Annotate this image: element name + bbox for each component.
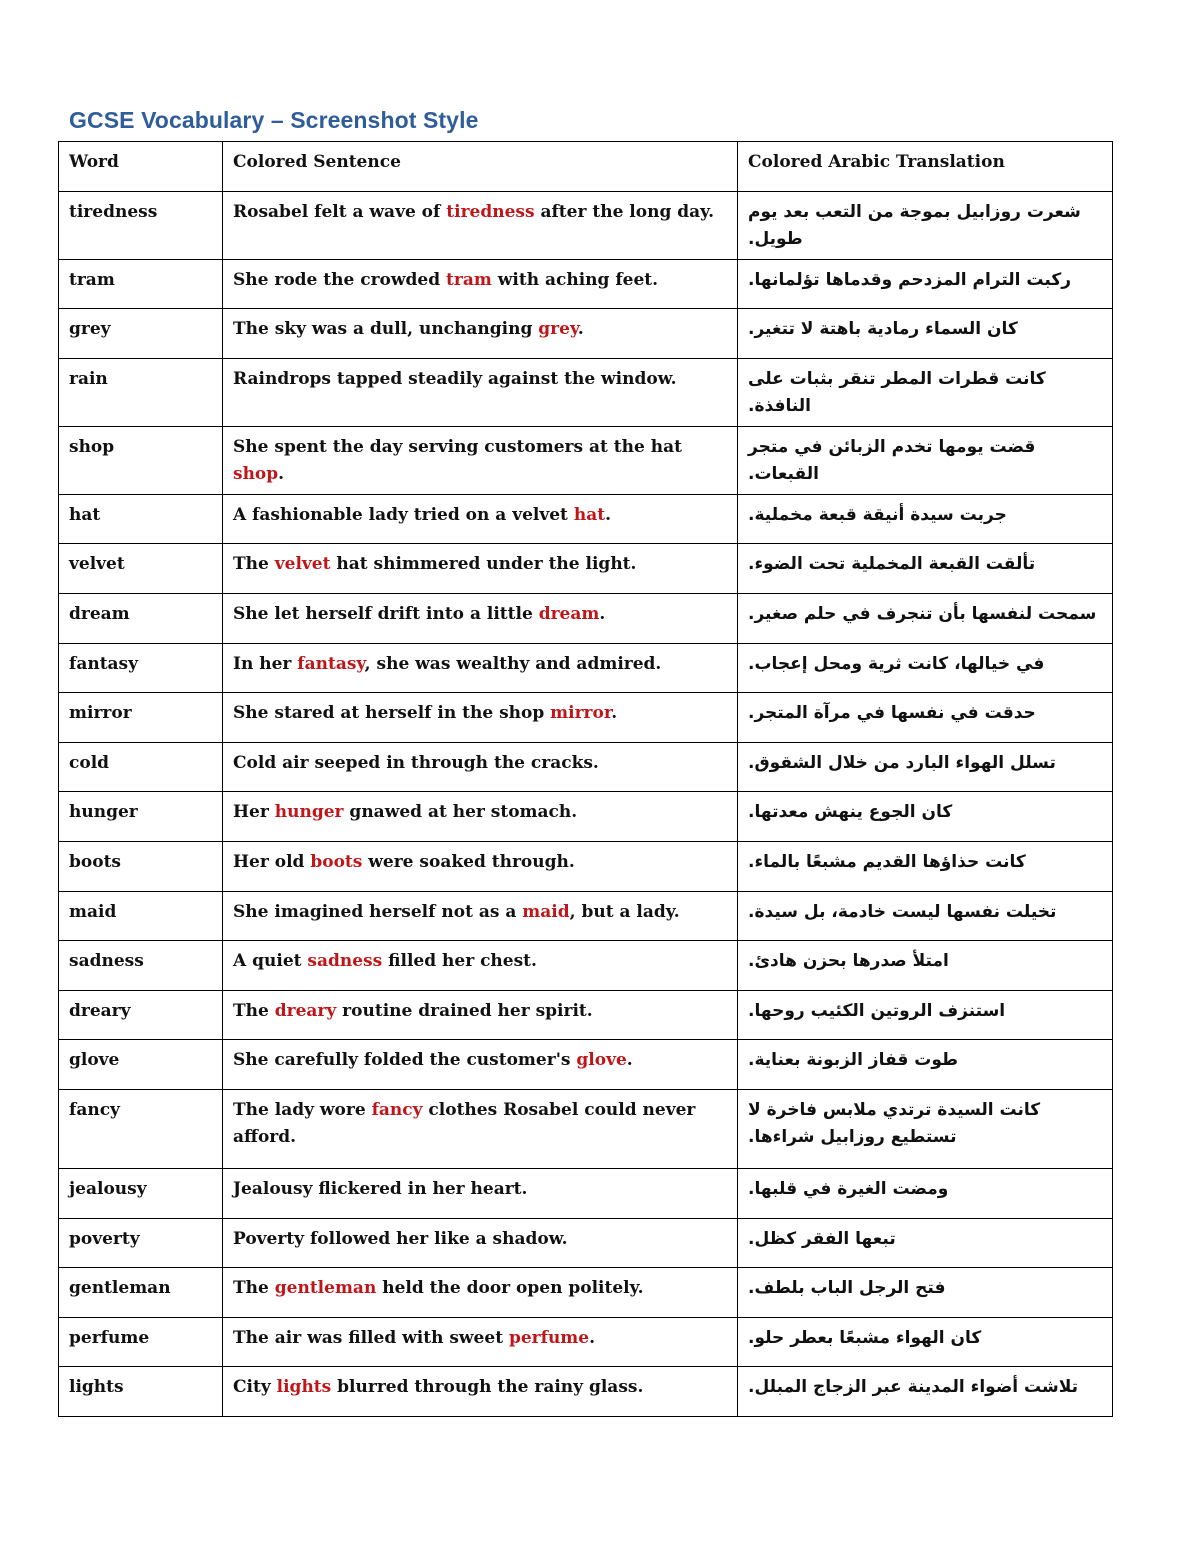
arabic-translation: كانت حذاؤها القديم مشبعًا بالماء. — [738, 841, 1113, 891]
table-row — [59, 643, 1113, 693]
sentence-text-after: blurred through the rainy glass. — [331, 1377, 644, 1398]
arabic-translation: ومضت الغيرة في قلبها. — [738, 1168, 1113, 1218]
table-row — [59, 1268, 1113, 1318]
arabic-translation: جربت سيدة أنيقة قبعة مخملية. — [738, 494, 1113, 544]
arabic-translation: شعرت روزابيل بموجة من التعب بعد يوم طويل. — [738, 191, 1113, 259]
sentence-text-after: were soaked through. — [362, 851, 575, 872]
sentence-text-after: with aching feet. — [491, 269, 659, 290]
highlighted-word: tiredness — [446, 201, 535, 222]
sentence-text-before: In her — [233, 653, 298, 674]
vocab-word: fancy — [59, 1089, 223, 1168]
example-sentence — [223, 1317, 738, 1367]
table-row — [59, 593, 1113, 643]
header-sentence: Colored Sentence — [223, 142, 738, 192]
sentence-text-after: . — [611, 703, 618, 724]
sentence-text-before: She carefully folded the customer's — [233, 1050, 577, 1071]
highlighted-word: glove — [576, 1050, 627, 1071]
sentence-text-before: The — [233, 1278, 275, 1299]
table-row — [59, 1168, 1113, 1218]
table-row — [59, 1040, 1113, 1090]
highlighted-word: maid — [522, 901, 570, 922]
vocab-word: grey — [59, 309, 223, 359]
arabic-translation: سمحت لنفسها بأن تنجرف في حلم صغير. — [738, 593, 1113, 643]
sentence-text-after: , but a lady. — [569, 901, 680, 922]
highlighted-word: fantasy — [297, 653, 365, 674]
table-row — [59, 792, 1113, 842]
table-row — [59, 742, 1113, 792]
table-row — [59, 1317, 1113, 1367]
table-row — [59, 358, 1113, 426]
vocab-word: perfume — [59, 1317, 223, 1367]
sentence-text-before: She rode the crowded — [233, 269, 447, 290]
highlighted-word: mirror — [550, 703, 612, 724]
highlighted-word: dream — [538, 603, 600, 624]
arabic-translation: ركبت الترام المزدحم وقدماها تؤلمانها. — [738, 259, 1113, 309]
example-sentence — [223, 259, 738, 309]
sentence-text-before: Her — [233, 802, 275, 823]
sentence-text-before: She stared at herself in the shop — [233, 703, 551, 724]
example-sentence — [223, 841, 738, 891]
vocab-word: tiredness — [59, 191, 223, 259]
highlighted-word: boots — [310, 851, 363, 872]
highlighted-word: velvet — [274, 554, 331, 575]
sentence-text-before: The air was filled with sweet — [233, 1327, 509, 1348]
vocab-word: boots — [59, 841, 223, 891]
highlighted-word: hat — [573, 504, 606, 525]
vocab-word: mirror — [59, 693, 223, 743]
arabic-translation: تبعها الفقر كظل. — [738, 1218, 1113, 1268]
header-word: Word — [59, 142, 223, 192]
arabic-translation: فتح الرجل الباب بلطف. — [738, 1268, 1113, 1318]
sentence-text-before: Jealousy flickered in her heart. — [233, 1178, 528, 1199]
vocab-word: tram — [59, 259, 223, 309]
sentence-text-after: . — [589, 1327, 596, 1348]
table-row — [59, 426, 1113, 494]
sentence-text-before: The sky was a dull, unchanging — [233, 319, 539, 340]
example-sentence — [223, 191, 738, 259]
arabic-translation: في خيالها، كانت ثرية ومحل إعجاب. — [738, 643, 1113, 693]
sentence-text-after: hat shimmered under the light. — [330, 554, 637, 575]
sentence-text-after: , she was wealthy and admired. — [364, 653, 662, 674]
arabic-translation: تسلل الهواء البارد من خلال الشقوق. — [738, 742, 1113, 792]
sentence-text-after: filled her chest. — [382, 951, 537, 972]
arabic-translation: كانت السيدة ترتدي ملابس فاخرة لا تستطيع روزابيل شراءها. — [738, 1089, 1113, 1168]
example-sentence — [223, 358, 738, 426]
table-row — [59, 1218, 1113, 1268]
highlighted-word: hunger — [274, 802, 344, 823]
highlighted-word: dreary — [274, 1000, 337, 1021]
sentence-text-before: Cold air seeped in through the cracks. — [233, 752, 599, 773]
example-sentence — [223, 990, 738, 1040]
example-sentence — [223, 792, 738, 842]
table-header-row — [59, 142, 1113, 192]
example-sentence — [223, 742, 738, 792]
table-row — [59, 1367, 1113, 1417]
example-sentence — [223, 1168, 738, 1218]
vocab-word: dreary — [59, 990, 223, 1040]
vocab-word: rain — [59, 358, 223, 426]
highlighted-word: gentleman — [274, 1278, 377, 1299]
vocab-word: shop — [59, 426, 223, 494]
arabic-translation: طوت قفاز الزبونة بعناية. — [738, 1040, 1113, 1090]
vocab-word: sadness — [59, 941, 223, 991]
arabic-translation: تلاشت أضواء المدينة عبر الزجاج المبلل. — [738, 1367, 1113, 1417]
sentence-text-after: . — [577, 319, 584, 340]
arabic-translation: استنزف الروتين الكئيب روحها. — [738, 990, 1113, 1040]
arabic-translation: تألقت القبعة المخملية تحت الضوء. — [738, 544, 1113, 594]
table-row — [59, 990, 1113, 1040]
example-sentence — [223, 593, 738, 643]
sentence-text-before: The — [233, 1000, 275, 1021]
sentence-text-after: gnawed at her stomach. — [343, 802, 578, 823]
arabic-translation: كانت قطرات المطر تنقر بثبات على النافذة. — [738, 358, 1113, 426]
vocab-word: hat — [59, 494, 223, 544]
sentence-text-before: City — [233, 1377, 277, 1398]
sentence-text-before: A fashionable lady tried on a velvet — [233, 504, 574, 525]
sentence-text-before: She spent the day serving customers at the hat — [233, 436, 682, 457]
sentence-text-after: held the door open politely. — [376, 1278, 644, 1299]
highlighted-word: perfume — [508, 1327, 590, 1348]
sentence-text-before: Her old — [233, 851, 311, 872]
vocab-word: dream — [59, 593, 223, 643]
highlighted-word: grey — [538, 319, 578, 340]
example-sentence — [223, 544, 738, 594]
arabic-translation: قضت يومها تخدم الزبائن في متجر القبعات. — [738, 426, 1113, 494]
page-title: GCSE Vocabulary – Screenshot Style — [69, 107, 479, 133]
example-sentence — [223, 1040, 738, 1090]
table-row — [59, 891, 1113, 941]
sentence-text-after: . — [278, 463, 285, 484]
table-row — [59, 693, 1113, 743]
vocab-word: poverty — [59, 1218, 223, 1268]
header-translation: Colored Arabic Translation — [738, 142, 1113, 192]
vocab-word: gentleman — [59, 1268, 223, 1318]
vocab-word: jealousy — [59, 1168, 223, 1218]
vocab-word: velvet — [59, 544, 223, 594]
table-row — [59, 1089, 1113, 1168]
example-sentence — [223, 1268, 738, 1318]
example-sentence — [223, 891, 738, 941]
sentence-text-before: The — [233, 554, 275, 575]
highlighted-word: sadness — [307, 951, 383, 972]
arabic-translation: امتلأ صدرها بحزن هادئ. — [738, 941, 1113, 991]
example-sentence — [223, 693, 738, 743]
example-sentence — [223, 643, 738, 693]
highlighted-word: shop — [233, 463, 279, 484]
arabic-translation: تخيلت نفسها ليست خادمة، بل سيدة. — [738, 891, 1113, 941]
highlighted-word: lights — [276, 1377, 332, 1398]
table-row — [59, 259, 1113, 309]
sentence-text-before: Raindrops tapped steadily against the window. — [233, 368, 677, 389]
vocabulary-table — [58, 141, 1113, 1417]
highlighted-word: fancy — [371, 1099, 423, 1120]
vocab-word: glove — [59, 1040, 223, 1090]
highlighted-word: tram — [446, 269, 492, 290]
sentence-text-before: The lady wore — [233, 1099, 372, 1120]
vocab-word: hunger — [59, 792, 223, 842]
example-sentence — [223, 941, 738, 991]
vocab-word: fantasy — [59, 643, 223, 693]
sentence-text-after: . — [626, 1050, 633, 1071]
arabic-translation: حدقت في نفسها في مرآة المتجر. — [738, 693, 1113, 743]
table-row — [59, 544, 1113, 594]
sentence-text-before: She imagined herself not as a — [233, 901, 523, 922]
arabic-translation: كان السماء رمادية باهتة لا تتغير. — [738, 309, 1113, 359]
table-row — [59, 941, 1113, 991]
arabic-translation: كان الهواء مشبعًا بعطر حلو. — [738, 1317, 1113, 1367]
sentence-text-before: She let herself drift into a little — [233, 603, 539, 624]
example-sentence — [223, 1218, 738, 1268]
sentence-text-before: Poverty followed her like a shadow. — [233, 1228, 568, 1249]
sentence-text-after: routine drained her spirit. — [336, 1000, 593, 1021]
example-sentence — [223, 426, 738, 494]
sentence-text-after: . — [605, 504, 611, 525]
table-row — [59, 494, 1113, 544]
example-sentence — [223, 1367, 738, 1417]
arabic-translation: كان الجوع ينهش معدتها. — [738, 792, 1113, 842]
example-sentence — [223, 494, 738, 544]
table-row — [59, 191, 1113, 259]
table-row — [59, 841, 1113, 891]
sentence-text-after: . — [599, 603, 606, 624]
sentence-text-before: Rosabel felt a wave of — [233, 201, 447, 222]
vocab-word: maid — [59, 891, 223, 941]
table-row — [59, 309, 1113, 359]
vocab-word: cold — [59, 742, 223, 792]
example-sentence — [223, 309, 738, 359]
sentence-text-after: clothes Rosabel could never afford. — [233, 1099, 696, 1147]
sentence-text-before: A quiet — [233, 951, 308, 972]
vocabulary-rows — [59, 191, 1113, 1416]
vocab-word: lights — [59, 1367, 223, 1417]
example-sentence — [223, 1089, 738, 1168]
sentence-text-after: after the long day. — [534, 201, 715, 222]
